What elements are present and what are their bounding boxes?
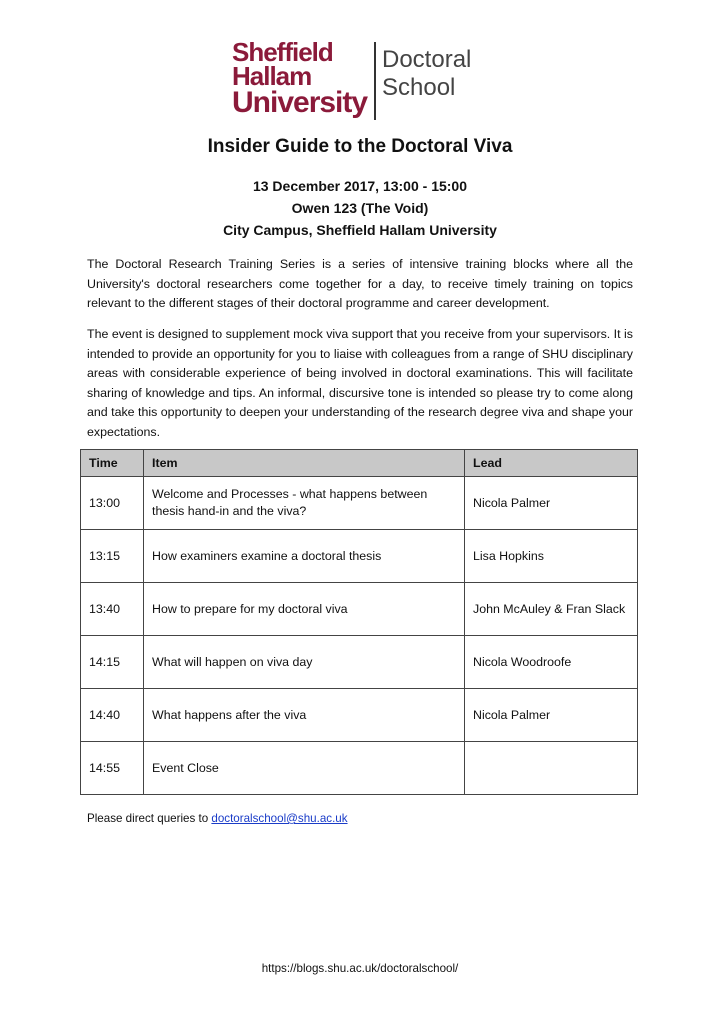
- row-item: Event Close: [144, 742, 465, 795]
- table-row: [81, 530, 638, 583]
- table-row: [81, 689, 638, 742]
- row-lead: John McAuley & Fran Slack: [465, 583, 638, 636]
- row-time: 13:40: [81, 583, 144, 636]
- schedule-table: [80, 449, 638, 795]
- header-item: Item: [144, 450, 465, 477]
- row-item: What will happen on viva day: [144, 636, 465, 689]
- logo-line-university: University: [232, 86, 368, 119]
- document-title: Insider Guide to the Doctoral Viva: [207, 136, 513, 157]
- table-row: [81, 477, 638, 530]
- intro-paragraph: The Doctoral Research Training Series is a series of intensive training blocks where all the University's doctoral researchers come together for a day, to receive timely training on topics relevant to the different stages of their doctoral programme and career development.: [87, 257, 633, 311]
- header-time: Time: [81, 450, 144, 477]
- logo-line-sheffield: Sheffield: [232, 37, 333, 67]
- footer-url: https://blogs.shu.ac.uk/doctoralschool/: [261, 962, 459, 975]
- row-item: What happens after the viva: [144, 689, 465, 742]
- logo-divider: [374, 42, 376, 120]
- row-time: 14:40: [81, 689, 144, 742]
- row-lead: Nicola Palmer: [465, 477, 638, 530]
- row-time: 14:15: [81, 636, 144, 689]
- row-item: Welcome and Processes - what happens between thesis hand-in and the viva?: [144, 477, 465, 530]
- doctoral-school-wordmark: [382, 46, 471, 102]
- table-row: [81, 636, 638, 689]
- row-item: How to prepare for my doctoral viva: [144, 583, 465, 636]
- table-row: [81, 742, 638, 795]
- logo-line-school: School: [382, 74, 456, 101]
- event-room: Owen 123 (The Void): [291, 200, 429, 216]
- schedule-header-row: [81, 450, 638, 477]
- header-lead: Lead: [465, 450, 638, 477]
- row-time: 13:00: [81, 477, 144, 530]
- row-lead: Nicola Palmer: [465, 689, 638, 742]
- row-lead: Lisa Hopkins: [465, 530, 638, 583]
- queries-text: Please direct queries to: [87, 812, 212, 825]
- description-paragraph: The event is designed to supplement mock viva support that you receive from your supervisors. It is intended to provide an opportunity for you to liaise with colleagues from a range of SHU disciplinary areas with considerable experience of being involved in doctoral examinations. This will facilitate sharing of knowledge and tips. An informal, discursive tone is intended so please try to come along and take this opportunity to deepen your understanding of the research degree viva and shape your expectations.: [87, 327, 633, 439]
- university-wordmark: [232, 37, 368, 119]
- sheffield-hallam-doctoral-school-logo: [232, 37, 492, 122]
- table-row: [81, 583, 638, 636]
- email-link[interactable]: doctoralschool@shu.ac.uk: [211, 812, 348, 825]
- row-lead: [465, 742, 638, 795]
- logo-line-hallam: Hallam: [232, 61, 312, 91]
- queries-line: [87, 812, 348, 825]
- row-lead: Nicola Woodroofe: [465, 636, 638, 689]
- row-item: How examiners examine a doctoral thesis: [144, 530, 465, 583]
- row-time: 14:55: [81, 742, 144, 795]
- event-date-time: 13 December 2017, 13:00 - 15:00: [252, 178, 468, 194]
- row-time: 13:15: [81, 530, 144, 583]
- event-campus: City Campus, Sheffield Hallam University: [223, 222, 497, 238]
- logo-line-doctoral: Doctoral: [382, 46, 472, 73]
